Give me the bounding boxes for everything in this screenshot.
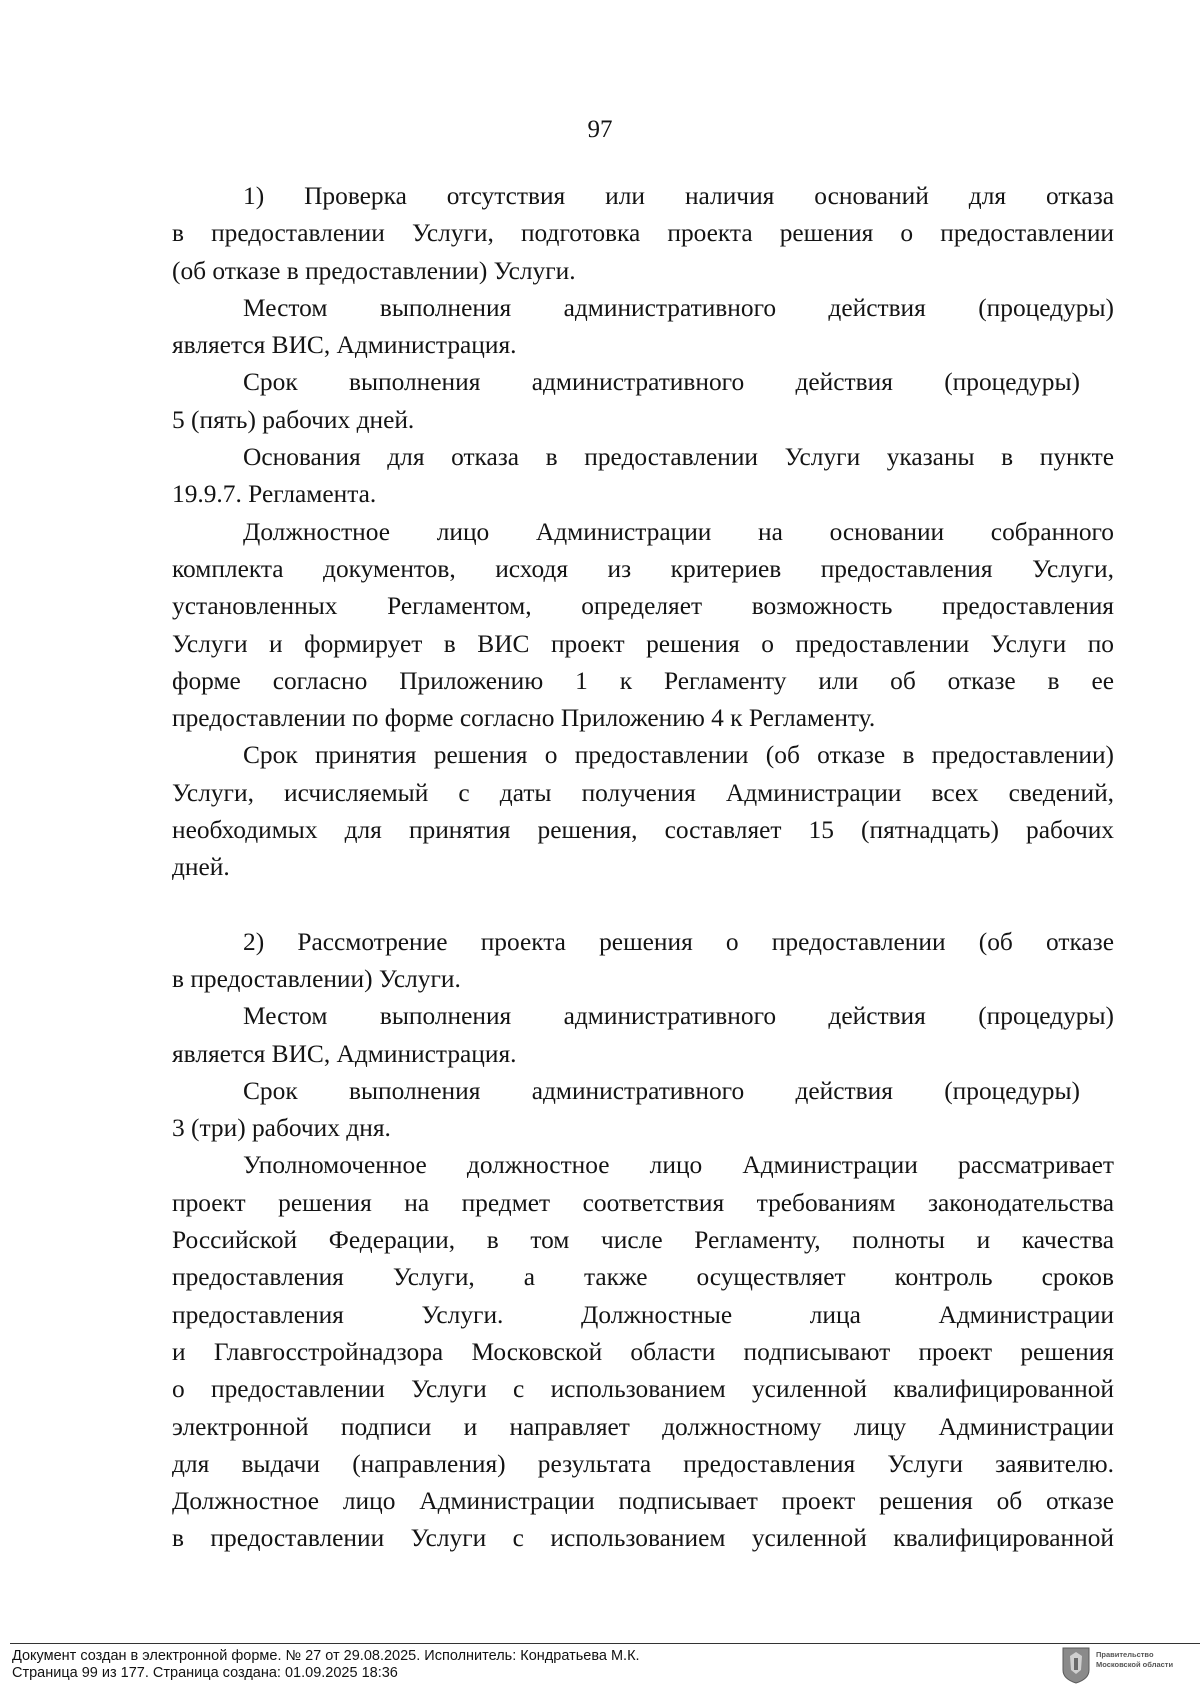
text-line: предоставлении по форме согласно Приложению 4 к Регламенту. <box>172 704 876 733</box>
paragraph <box>172 737 1114 886</box>
paragraph <box>172 1073 1114 1148</box>
paragraph <box>172 1147 1114 1557</box>
paragraph <box>172 998 1114 1073</box>
paragraph <box>172 364 1114 439</box>
text-line: 19.9.7. Регламента. <box>172 480 377 509</box>
text-line: в предоставлении) Услуги. <box>172 964 461 993</box>
text-line: Российской Федерации, в том числе Регламенту, полноты и качества <box>172 1226 1114 1255</box>
text-line: предоставления Услуги, а также осуществляет контроль сроков <box>172 1263 1114 1292</box>
text-line: в предоставлении Услуги с использованием усиленной квалифицированной <box>172 1524 1114 1553</box>
text-line: 5 (пять) рабочих дней. <box>172 405 415 434</box>
text-line: является ВИС, Администрация. <box>172 1039 517 1068</box>
text-line: форме согласно Приложению 1 к Регламенту или об отказе в ее <box>172 666 1114 695</box>
text-line: Услуги, исчисляемый с даты получения Администрации всех сведений, <box>172 778 1114 807</box>
text-line: Уполномоченное должностное лицо Администрации рассматривает <box>243 1151 1114 1180</box>
document-footer <box>12 1648 640 1682</box>
text-line: Местом выполнения административного действия (процедуры) <box>243 293 1114 322</box>
section-gap <box>172 887 1114 924</box>
text-line: Должностное лицо Администрации на основании собранного <box>243 517 1114 546</box>
text-line: Услуги и формирует в ВИС проект решения о предоставлении Услуги по <box>172 629 1114 658</box>
text-line: комплекта документов, исходя из критериев предоставления Услуги, <box>172 554 1114 583</box>
text-line: Основания для отказа в предоставлении Услуги указаны в пункте <box>243 443 1114 472</box>
text-line: Срок выполнения административного действия (процедуры) <box>243 368 1080 397</box>
paragraph <box>172 924 1114 999</box>
text-line: Срок принятия решения о предоставлении (об отказе в предоставлении) <box>243 741 1114 770</box>
footer-org-line: Правительство <box>1096 1650 1154 1659</box>
paragraph <box>172 439 1114 514</box>
text-line: 3 (три) рабочих дня. <box>172 1114 391 1143</box>
paragraph <box>172 178 1114 290</box>
text-line: необходимых для принятия решения, составляет 15 (пятнадцать) рабочих <box>172 816 1114 845</box>
text-line: проект решения на предмет соответствия требованиям законодательства <box>172 1188 1114 1217</box>
footer-page-info: Страница 99 из 177. Страница создана: 01.09.2025 18:36 <box>12 1665 398 1681</box>
text-line: (об отказе в предоставлении) Услуги. <box>172 256 576 285</box>
text-line: о предоставлении Услуги с использованием усиленной квалифицированной <box>172 1375 1114 1404</box>
footer-organization <box>1096 1650 1173 1670</box>
text-line: Срок выполнения административного действия (процедуры) <box>243 1076 1080 1105</box>
paragraph <box>172 514 1114 738</box>
text-line: 1) Проверка отсутствия или наличия оснований для отказа <box>243 182 1114 210</box>
text-line: предоставления Услуги. Должностные лица Администрации <box>172 1300 1114 1329</box>
document-body <box>172 178 1114 1558</box>
text-line: в предоставлении Услуги, подготовка проекта решения о предоставлении <box>172 219 1114 248</box>
text-line: Должностное лицо Администрации подписывает проект решения об отказе <box>172 1487 1114 1516</box>
text-line: для выдачи (направления) результата предоставления Услуги заявителю. <box>172 1449 1114 1478</box>
text-line: и Главгосстройнадзора Московской области подписывают проект решения <box>172 1337 1114 1366</box>
coat-of-arms-icon <box>1061 1646 1091 1684</box>
paragraph <box>172 290 1114 365</box>
text-line: установленных Регламентом, определяет возможность предоставления <box>172 592 1114 621</box>
footer-divider <box>10 1643 1200 1644</box>
footer-document-info: Документ создан в электронной форме. № 27 от 29.08.2025. Исполнитель: Кондратьева М.К. <box>12 1648 640 1664</box>
footer-org-line: Московской области <box>1096 1660 1174 1669</box>
text-line: Местом выполнения административного действия (процедуры) <box>243 1002 1114 1031</box>
text-line: 2) Рассмотрение проекта решения о предоставлении (об отказе <box>243 927 1114 956</box>
text-line: дней. <box>172 853 230 882</box>
page-number: 97 <box>587 116 613 143</box>
text-line: электронной подписи и направляет должностному лицу Администрации <box>172 1412 1114 1441</box>
text-line: является ВИС, Администрация. <box>172 331 517 360</box>
